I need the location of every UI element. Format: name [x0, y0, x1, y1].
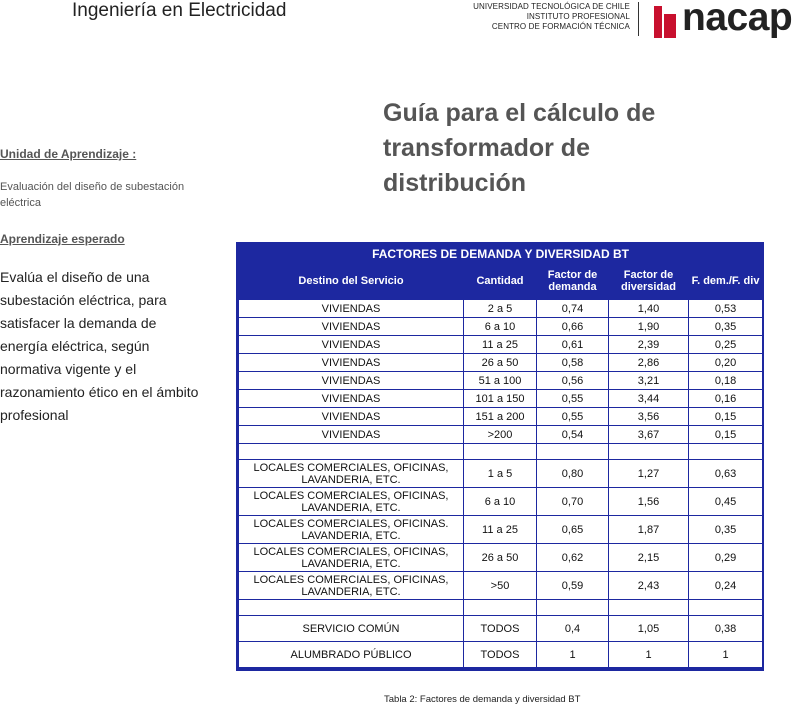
unit-value: Evaluación del diseño de subestación eléctrica — [0, 181, 185, 209]
table-cell-destino: VIVIENDAS — [239, 354, 464, 372]
table-cell-empty — [464, 444, 537, 460]
table-cell-ratio: 0,16 — [689, 390, 763, 408]
table-cell-cantidad: TODOS — [464, 642, 537, 668]
institution-line: UNIVERSIDAD TECNOLÓGICA DE CHILE — [473, 2, 630, 11]
table-cell-fd: 0,56 — [537, 372, 609, 390]
table-cell-fdiv: 2,86 — [609, 354, 689, 372]
table-cell-cantidad: 6 a 10 — [464, 318, 537, 336]
table-cell-cantidad: 11 a 25 — [464, 516, 537, 544]
table-cell-cantidad: 51 a 100 — [464, 372, 537, 390]
table-cell-fd: 0,70 — [537, 488, 609, 516]
table-cell-fdiv: 1 — [609, 642, 689, 668]
column-header: F. dem./F. div — [691, 275, 760, 287]
table-cell-fd: 1 — [537, 642, 609, 668]
table-cell-ratio: 0,29 — [689, 544, 763, 572]
header-title: Ingeniería en Electricidad — [72, 0, 287, 21]
table-cell-ratio: 0,25 — [689, 336, 763, 354]
table-cell-ratio: 0,20 — [689, 354, 763, 372]
institution-text — [468, 2, 630, 32]
table-title: FACTORES DE DEMANDA Y DIVERSIDAD BT — [372, 247, 629, 261]
table-cell-empty — [239, 600, 464, 616]
table-cell-ratio: 0,15 — [689, 408, 763, 426]
column-header: Cantidad — [476, 275, 524, 287]
table-cell-fd: 0,65 — [537, 516, 609, 544]
table-cell-fd: 0,55 — [537, 390, 609, 408]
table-cell-destino: ALUMBRADO PÚBLICO — [239, 642, 464, 668]
table-cell-empty — [609, 600, 689, 616]
table-cell-ratio: 0,18 — [689, 372, 763, 390]
table-row — [239, 336, 763, 354]
table-cell-fd: 0,66 — [537, 318, 609, 336]
table-cell-fd: 0,74 — [537, 300, 609, 318]
table-cell-fdiv: 1,87 — [609, 516, 689, 544]
table-cell-ratio: 0,63 — [689, 460, 763, 488]
table-cell-destino: LOCALES COMERCIALES, OFICINAS, LAVANDERIA, ETC. — [239, 460, 464, 488]
table-cell-cantidad: 6 a 10 — [464, 488, 537, 516]
table-cell-cantidad: >200 — [464, 426, 537, 444]
table-row — [239, 616, 763, 642]
table-cell-fd: 0,54 — [537, 426, 609, 444]
table-cell-fdiv: 1,05 — [609, 616, 689, 642]
table-cell-fdiv: 3,67 — [609, 426, 689, 444]
table-row — [239, 642, 763, 668]
table-cell-fd: 0,80 — [537, 460, 609, 488]
table-cell-fdiv: 3,21 — [609, 372, 689, 390]
table-cell-ratio: 0,45 — [689, 488, 763, 516]
column-header: Destino del Servicio — [298, 275, 404, 287]
table-cell-empty — [537, 444, 609, 460]
table-cell-empty — [609, 444, 689, 460]
table-cell-cantidad: >50 — [464, 572, 537, 600]
table-cell-fdiv: 2,15 — [609, 544, 689, 572]
institution-line: CENTRO DE FORMACIÓN TÉCNICA — [491, 22, 630, 31]
table-cell-destino: VIVIENDAS — [239, 336, 464, 354]
table-cell-fd: 0,62 — [537, 544, 609, 572]
table-cell-ratio: 0,35 — [689, 516, 763, 544]
table-cell-cantidad: 2 a 5 — [464, 300, 537, 318]
table-cell-empty — [689, 444, 763, 460]
table-row — [239, 390, 763, 408]
table-cell-ratio: 0,24 — [689, 572, 763, 600]
table-row — [239, 460, 763, 488]
table-cell-fd: 0,61 — [537, 336, 609, 354]
logo-divider — [638, 2, 639, 36]
table-cell-ratio: 0,53 — [689, 300, 763, 318]
column-header: Factor de demanda — [547, 269, 598, 293]
table-cell-fd: 0,58 — [537, 354, 609, 372]
column-header: Factor de diversidad — [620, 269, 677, 293]
table-cell-fdiv: 3,44 — [609, 390, 689, 408]
table-cell-ratio: 1 — [689, 642, 763, 668]
table-cell-destino: LOCALES COMERCIALES, OFICINAS, LAVANDERIA, ETC. — [239, 544, 464, 572]
table-row — [239, 426, 763, 444]
table-row — [239, 516, 763, 544]
table-row — [239, 318, 763, 336]
table-row — [239, 354, 763, 372]
table-cell-fdiv: 2,43 — [609, 572, 689, 600]
table-cell-fd: 0,59 — [537, 572, 609, 600]
outcome-label: Aprendizaje esperado — [0, 232, 125, 246]
table-cell-destino: VIVIENDAS — [239, 426, 464, 444]
table-cell-fdiv: 1,27 — [609, 460, 689, 488]
table-cell-ratio: 0,15 — [689, 426, 763, 444]
table-cell-fdiv: 2,39 — [609, 336, 689, 354]
table-cell-cantidad: 101 a 150 — [464, 390, 537, 408]
table-cell-destino: VIVIENDAS — [239, 318, 464, 336]
table-cell-empty — [537, 600, 609, 616]
logo-text: nacap — [682, 0, 793, 39]
table-cell-ratio: 0,38 — [689, 616, 763, 642]
table-cell-empty — [239, 444, 464, 460]
table-cell-destino: VIVIENDAS — [239, 390, 464, 408]
table-cell-cantidad: 151 a 200 — [464, 408, 537, 426]
table-cell-cantidad: 26 a 50 — [464, 544, 537, 572]
table-row — [239, 408, 763, 426]
table-cell-fdiv: 1,40 — [609, 300, 689, 318]
inacap-logo-icon — [652, 2, 678, 40]
table-cell-destino: VIVIENDAS — [239, 300, 464, 318]
table-cell-destino: SERVICIO COMÚN — [239, 616, 464, 642]
table-cell-fd: 0,4 — [537, 616, 609, 642]
table-cell-destino: VIVIENDAS — [239, 408, 464, 426]
table-cell-empty — [689, 600, 763, 616]
table-cell-ratio: 0,35 — [689, 318, 763, 336]
table-cell-cantidad: 11 a 25 — [464, 336, 537, 354]
table-cell-destino: LOCALES COMERCIALES, OFICINAS, LAVANDERIA, ETC. — [239, 572, 464, 600]
table-cell-destino: VIVIENDAS — [239, 372, 464, 390]
table-cell-empty — [464, 600, 537, 616]
outcome-value: Evalúa el diseño de una subestación eléctrica, para satisfacer la demanda de energía eléctrica, según normativa vigente y el razonamiento ético en el ámbito profesional — [0, 269, 199, 423]
table-cell-fdiv: 1,90 — [609, 318, 689, 336]
table-cell-destino: LOCALES COMERCIALES, OFICINAS, LAVANDERIA, ETC. — [239, 488, 464, 516]
table-caption: Tabla 2: Factores de demanda y diversidad BT — [384, 694, 581, 705]
table-spacer-row — [239, 600, 763, 616]
table-cell-cantidad: 26 a 50 — [464, 354, 537, 372]
institution-line: INSTITUTO PROFESIONAL — [526, 12, 630, 21]
table-row — [239, 488, 763, 516]
unit-label: Unidad de Aprendizaje : — [0, 147, 137, 161]
guide-title: Guía para el cálculo de transformador de distribución — [383, 99, 656, 197]
table-cell-destino: LOCALES COMERCIALES, OFICINAS. LAVANDERIA, ETC. — [239, 516, 464, 544]
table-spacer-row — [239, 444, 763, 460]
table-row — [239, 544, 763, 572]
table-row — [239, 300, 763, 318]
table-row — [239, 572, 763, 600]
table-cell-cantidad: TODOS — [464, 616, 537, 642]
table-row — [239, 372, 763, 390]
table-cell-cantidad: 1 a 5 — [464, 460, 537, 488]
table-cell-fd: 0,55 — [537, 408, 609, 426]
factors-table — [236, 242, 764, 671]
table-cell-fdiv: 3,56 — [609, 408, 689, 426]
table-cell-fdiv: 1,56 — [609, 488, 689, 516]
